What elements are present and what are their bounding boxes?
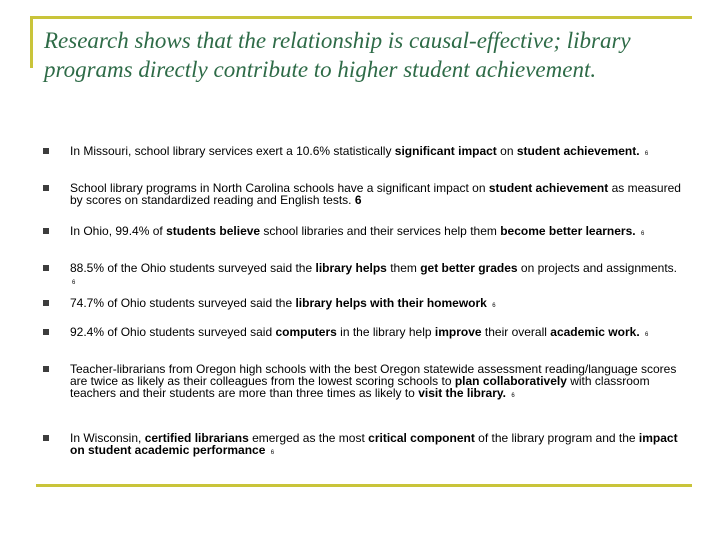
citation-note: 6: [270, 450, 275, 456]
square-bullet-icon: [43, 185, 49, 191]
bullet-text: 88.5% of the Ohio students surveyed said the library helps them get better grades on projects and assignments. 6: [70, 261, 677, 286]
frame-top-line: [30, 16, 692, 19]
square-bullet-icon: [43, 300, 49, 306]
citation-note: 6: [640, 231, 645, 237]
frame-left-line: [30, 16, 33, 68]
slide-title: Research shows that the relationship is causal-effective; library programs directly contribute to higher student achievement.: [44, 28, 631, 82]
square-bullet-icon: [43, 435, 49, 441]
citation-note: 6: [492, 303, 496, 309]
citation-note: 6: [644, 332, 649, 338]
square-bullet-icon: [43, 366, 49, 372]
bullet-text: 92.4% of Ohio students surveyed said computers in the library help improve their overall academic work. 6: [70, 325, 649, 339]
bullet-text: In Ohio, 99.4% of students believe school libraries and their services help them become better learners. 6: [70, 224, 645, 238]
bullet-text: In Missouri, school library services exert a 10.6% statistically significant impact on student achievement. 6: [70, 144, 649, 158]
citation-note: 6: [644, 151, 649, 157]
bullet-text: Teacher-librarians from Oregon high schools with the best Oregon statewide assessment reading/language scores are twice as likely as their colleagues from the lowest scoring schools to plan collaboratively with classroom teachers and their students are more than three times as likely to visit the library. 6: [70, 362, 677, 400]
citation-note: 6: [72, 280, 76, 286]
frame-bottom-line: [36, 484, 692, 487]
square-bullet-icon: [43, 265, 49, 271]
square-bullet-icon: [43, 228, 49, 234]
bullet-text: 74.7% of Ohio students surveyed said the library helps with their homework 6: [70, 296, 496, 310]
bullet-text: In Wisconsin, certified librarians emerged as the most critical component of the library program and the impact on student academic performance 6: [70, 431, 678, 457]
square-bullet-icon: [43, 329, 49, 335]
bullet-text: School library programs in North Carolina schools have a significant impact on student achievement as measured by scores on standardized reading and English tests. 6: [70, 181, 681, 207]
square-bullet-icon: [43, 148, 49, 154]
citation-note: 6: [511, 393, 515, 399]
